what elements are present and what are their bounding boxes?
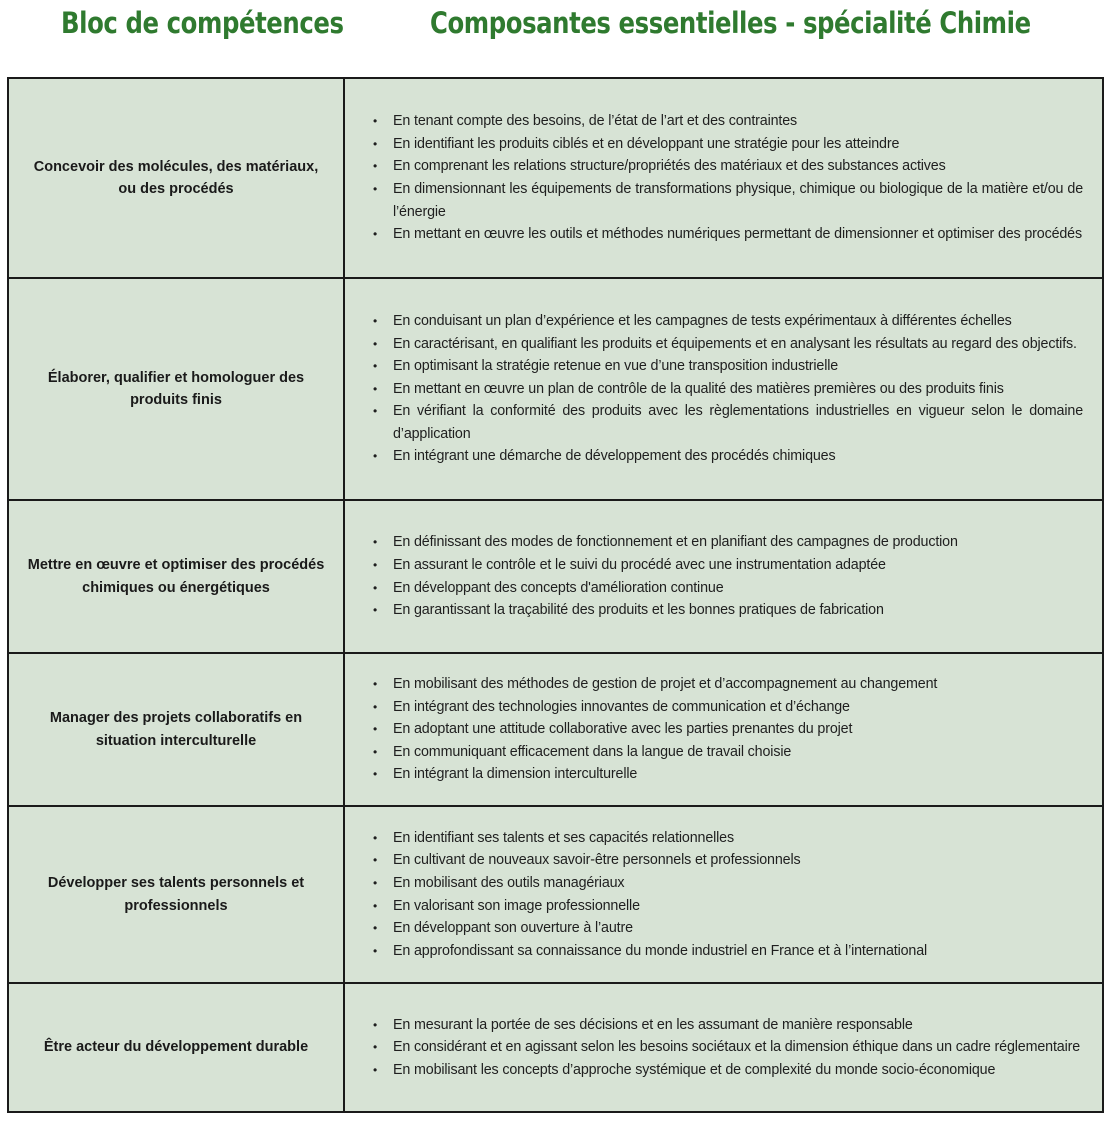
composantes-list: [373, 1014, 1083, 1082]
bloc-cell: [9, 79, 345, 277]
composantes-cell: [345, 654, 1102, 805]
list-item-text: En développant son ouverture à l’autre: [393, 920, 633, 937]
bullet-icon: •: [373, 699, 378, 714]
bullet-icon: •: [373, 449, 378, 464]
bullet-icon: •: [373, 921, 378, 936]
list-item: [373, 445, 1083, 468]
composantes-list: [373, 673, 1083, 786]
table-row: [9, 277, 1102, 499]
bullet-icon: •: [373, 1040, 378, 1055]
bullet-icon: •: [373, 159, 378, 174]
list-item: [373, 577, 1083, 600]
bullet-icon: •: [373, 336, 378, 351]
table-row: [9, 652, 1102, 805]
bullet-icon: •: [373, 136, 378, 151]
bullet-icon: •: [373, 359, 378, 374]
list-item: [373, 155, 1083, 178]
list-item-text: En définissant des modes de fonctionnement et en planifiant des campagnes de production: [393, 534, 958, 551]
bloc-cell: [9, 984, 345, 1111]
page-header: [0, 0, 1115, 60]
composantes-column-title: Composantes essentielles - spécialité Chimie: [430, 6, 1031, 40]
bloc-label: Être acteur du développement durable: [43, 1039, 309, 1056]
bullet-icon: •: [373, 744, 378, 759]
list-item: [373, 1059, 1083, 1082]
composantes-cell: [345, 501, 1102, 652]
list-item-text: En adoptant une attitude collaborative avec les parties prenantes du projet: [393, 721, 853, 738]
list-item-text: En cultivant de nouveaux savoir-être personnels et professionnels: [393, 852, 801, 869]
table-row: [9, 499, 1102, 652]
list-item: [373, 895, 1083, 918]
list-item-text: En intégrant des technologies innovantes de communication et d’échange: [393, 698, 850, 715]
list-item-text: En dimensionnant les équipements de transformations physique, chimique ou biologique de la matière et/ou de l’énergie: [393, 181, 1083, 220]
bullet-icon: •: [373, 853, 378, 868]
list-item: [373, 1014, 1083, 1037]
list-item-text: En communiquant efficacement dans la langue de travail choisie: [393, 743, 792, 760]
list-item-text: En optimisant la stratégie retenue en vue d’une transposition industrielle: [393, 358, 839, 375]
list-item-text: En mettant en œuvre un plan de contrôle de la qualité des matières premières ou des produits finis: [393, 380, 1004, 397]
bullet-icon: •: [373, 404, 378, 419]
list-item: [373, 763, 1083, 786]
bloc-column-title: Bloc de compétences: [61, 6, 344, 40]
bullet-icon: •: [373, 313, 378, 328]
list-item: [373, 741, 1083, 764]
bloc-cell: [9, 279, 345, 499]
list-item: [373, 917, 1083, 940]
list-item: [373, 133, 1083, 156]
list-item: [373, 355, 1083, 378]
list-item: [373, 333, 1083, 356]
list-item: [373, 400, 1083, 445]
list-item-text: En mettant en œuvre les outils et méthodes numériques permettant de dimensionner et optimiser des procédés: [393, 226, 1082, 243]
list-item-text: En intégrant la dimension interculturelle: [393, 766, 638, 783]
bullet-icon: •: [373, 898, 378, 913]
bloc-cell: [9, 807, 345, 982]
list-item-text: En conduisant un plan d’expérience et les campagnes de tests expérimentaux à différentes échelles: [393, 312, 1012, 329]
list-item: [373, 531, 1083, 554]
bullet-icon: •: [373, 875, 378, 890]
bullet-icon: •: [373, 580, 378, 595]
composantes-cell: [345, 279, 1102, 499]
bullet-icon: •: [373, 1062, 378, 1077]
bloc-label: Élaborer, qualifier et homologuer des produits finis: [47, 369, 305, 408]
list-item-text: En mobilisant des méthodes de gestion de projet et d’accompagnement au changement: [393, 676, 938, 693]
list-item-text: En mobilisant des outils managériaux: [393, 874, 625, 891]
composantes-cell: [345, 984, 1102, 1111]
bullet-icon: •: [373, 381, 378, 396]
list-item-text: En identifiant les produits ciblés et en développant une stratégie pour les atteindre: [393, 135, 900, 152]
list-item: [373, 1036, 1083, 1059]
list-item-text: En garantissant la traçabilité des produits et les bonnes pratiques de fabrication: [393, 602, 884, 619]
bullet-icon: •: [373, 114, 378, 129]
bullet-icon: •: [373, 557, 378, 572]
list-item: [373, 223, 1083, 246]
bullet-icon: •: [373, 722, 378, 737]
list-item: [373, 872, 1083, 895]
composantes-cell: [345, 79, 1102, 277]
list-item: [373, 718, 1083, 741]
list-item: [373, 178, 1083, 223]
bullet-icon: •: [373, 943, 378, 958]
list-item: [373, 849, 1083, 872]
bullet-icon: •: [373, 603, 378, 618]
list-item: [373, 310, 1083, 333]
list-item-text: En comprenant les relations structure/propriétés des matériaux et des substances actives: [393, 158, 946, 175]
list-item-text: En développant des concepts d'amélioration continue: [393, 579, 724, 596]
list-item: [373, 110, 1083, 133]
bloc-label: Manager des projets collaboratifs en situation interculturelle: [49, 710, 303, 749]
bullet-icon: •: [373, 767, 378, 782]
list-item: [373, 827, 1083, 850]
list-item: [373, 673, 1083, 696]
composantes-cell: [345, 807, 1102, 982]
bloc-label: Mettre en œuvre et optimiser des procédés chimiques ou énergétiques: [27, 557, 325, 596]
list-item-text: En mesurant la portée de ses décisions et en les assumant de manière responsable: [393, 1016, 913, 1033]
list-item-text: En caractérisant, en qualifiant les produits et équipements et en analysant les résultats au regard des objectifs.: [393, 335, 1077, 352]
list-item-text: En valorisant son image professionnelle: [393, 897, 640, 914]
composantes-list: [373, 310, 1083, 468]
table-row: [9, 982, 1102, 1111]
list-item: [373, 599, 1083, 622]
bullet-icon: •: [373, 830, 378, 845]
bullet-icon: •: [373, 1017, 378, 1032]
bullet-icon: •: [373, 182, 378, 196]
list-item-text: En considérant et en agissant selon les besoins sociétaux et la dimension éthique dans un cadre réglementaire: [393, 1039, 1081, 1056]
list-item-text: En intégrant une démarche de développement des procédés chimiques: [393, 448, 836, 465]
list-item-text: En approfondissant sa connaissance du monde industriel en France et à l’international: [393, 942, 928, 959]
table-row: [9, 79, 1102, 277]
list-item-text: En assurant le contrôle et le suivi du procédé avec une instrumentation adaptée: [393, 556, 886, 573]
composantes-list: [373, 531, 1083, 621]
bloc-label: Concevoir des molécules, des matériaux, ou des procédés: [33, 158, 319, 197]
list-item: [373, 940, 1083, 963]
list-item: [373, 378, 1083, 401]
bullet-icon: •: [373, 535, 378, 550]
list-item-text: En mobilisant les concepts d’approche systémique et de complexité du monde socio-économique: [393, 1061, 996, 1078]
bloc-cell: [9, 501, 345, 652]
bullet-icon: •: [373, 227, 378, 242]
composantes-list: [373, 827, 1083, 963]
bloc-cell: [9, 654, 345, 805]
list-item: [373, 554, 1083, 577]
bloc-label: Développer ses talents personnels et professionnels: [47, 875, 305, 914]
list-item-text: En tenant compte des besoins, de l’état de l’art et des contraintes: [393, 113, 798, 130]
list-item: [373, 696, 1083, 719]
list-item-text: En vérifiant la conformité des produits avec les règlementations industrielles en vigueur selon le domaine d’application: [393, 403, 1083, 442]
bullet-icon: •: [373, 677, 378, 692]
table-row: [9, 805, 1102, 982]
list-item-text: En identifiant ses talents et ses capacités relationnelles: [393, 829, 734, 846]
competences-table: [7, 77, 1104, 1113]
composantes-list: [373, 110, 1083, 246]
